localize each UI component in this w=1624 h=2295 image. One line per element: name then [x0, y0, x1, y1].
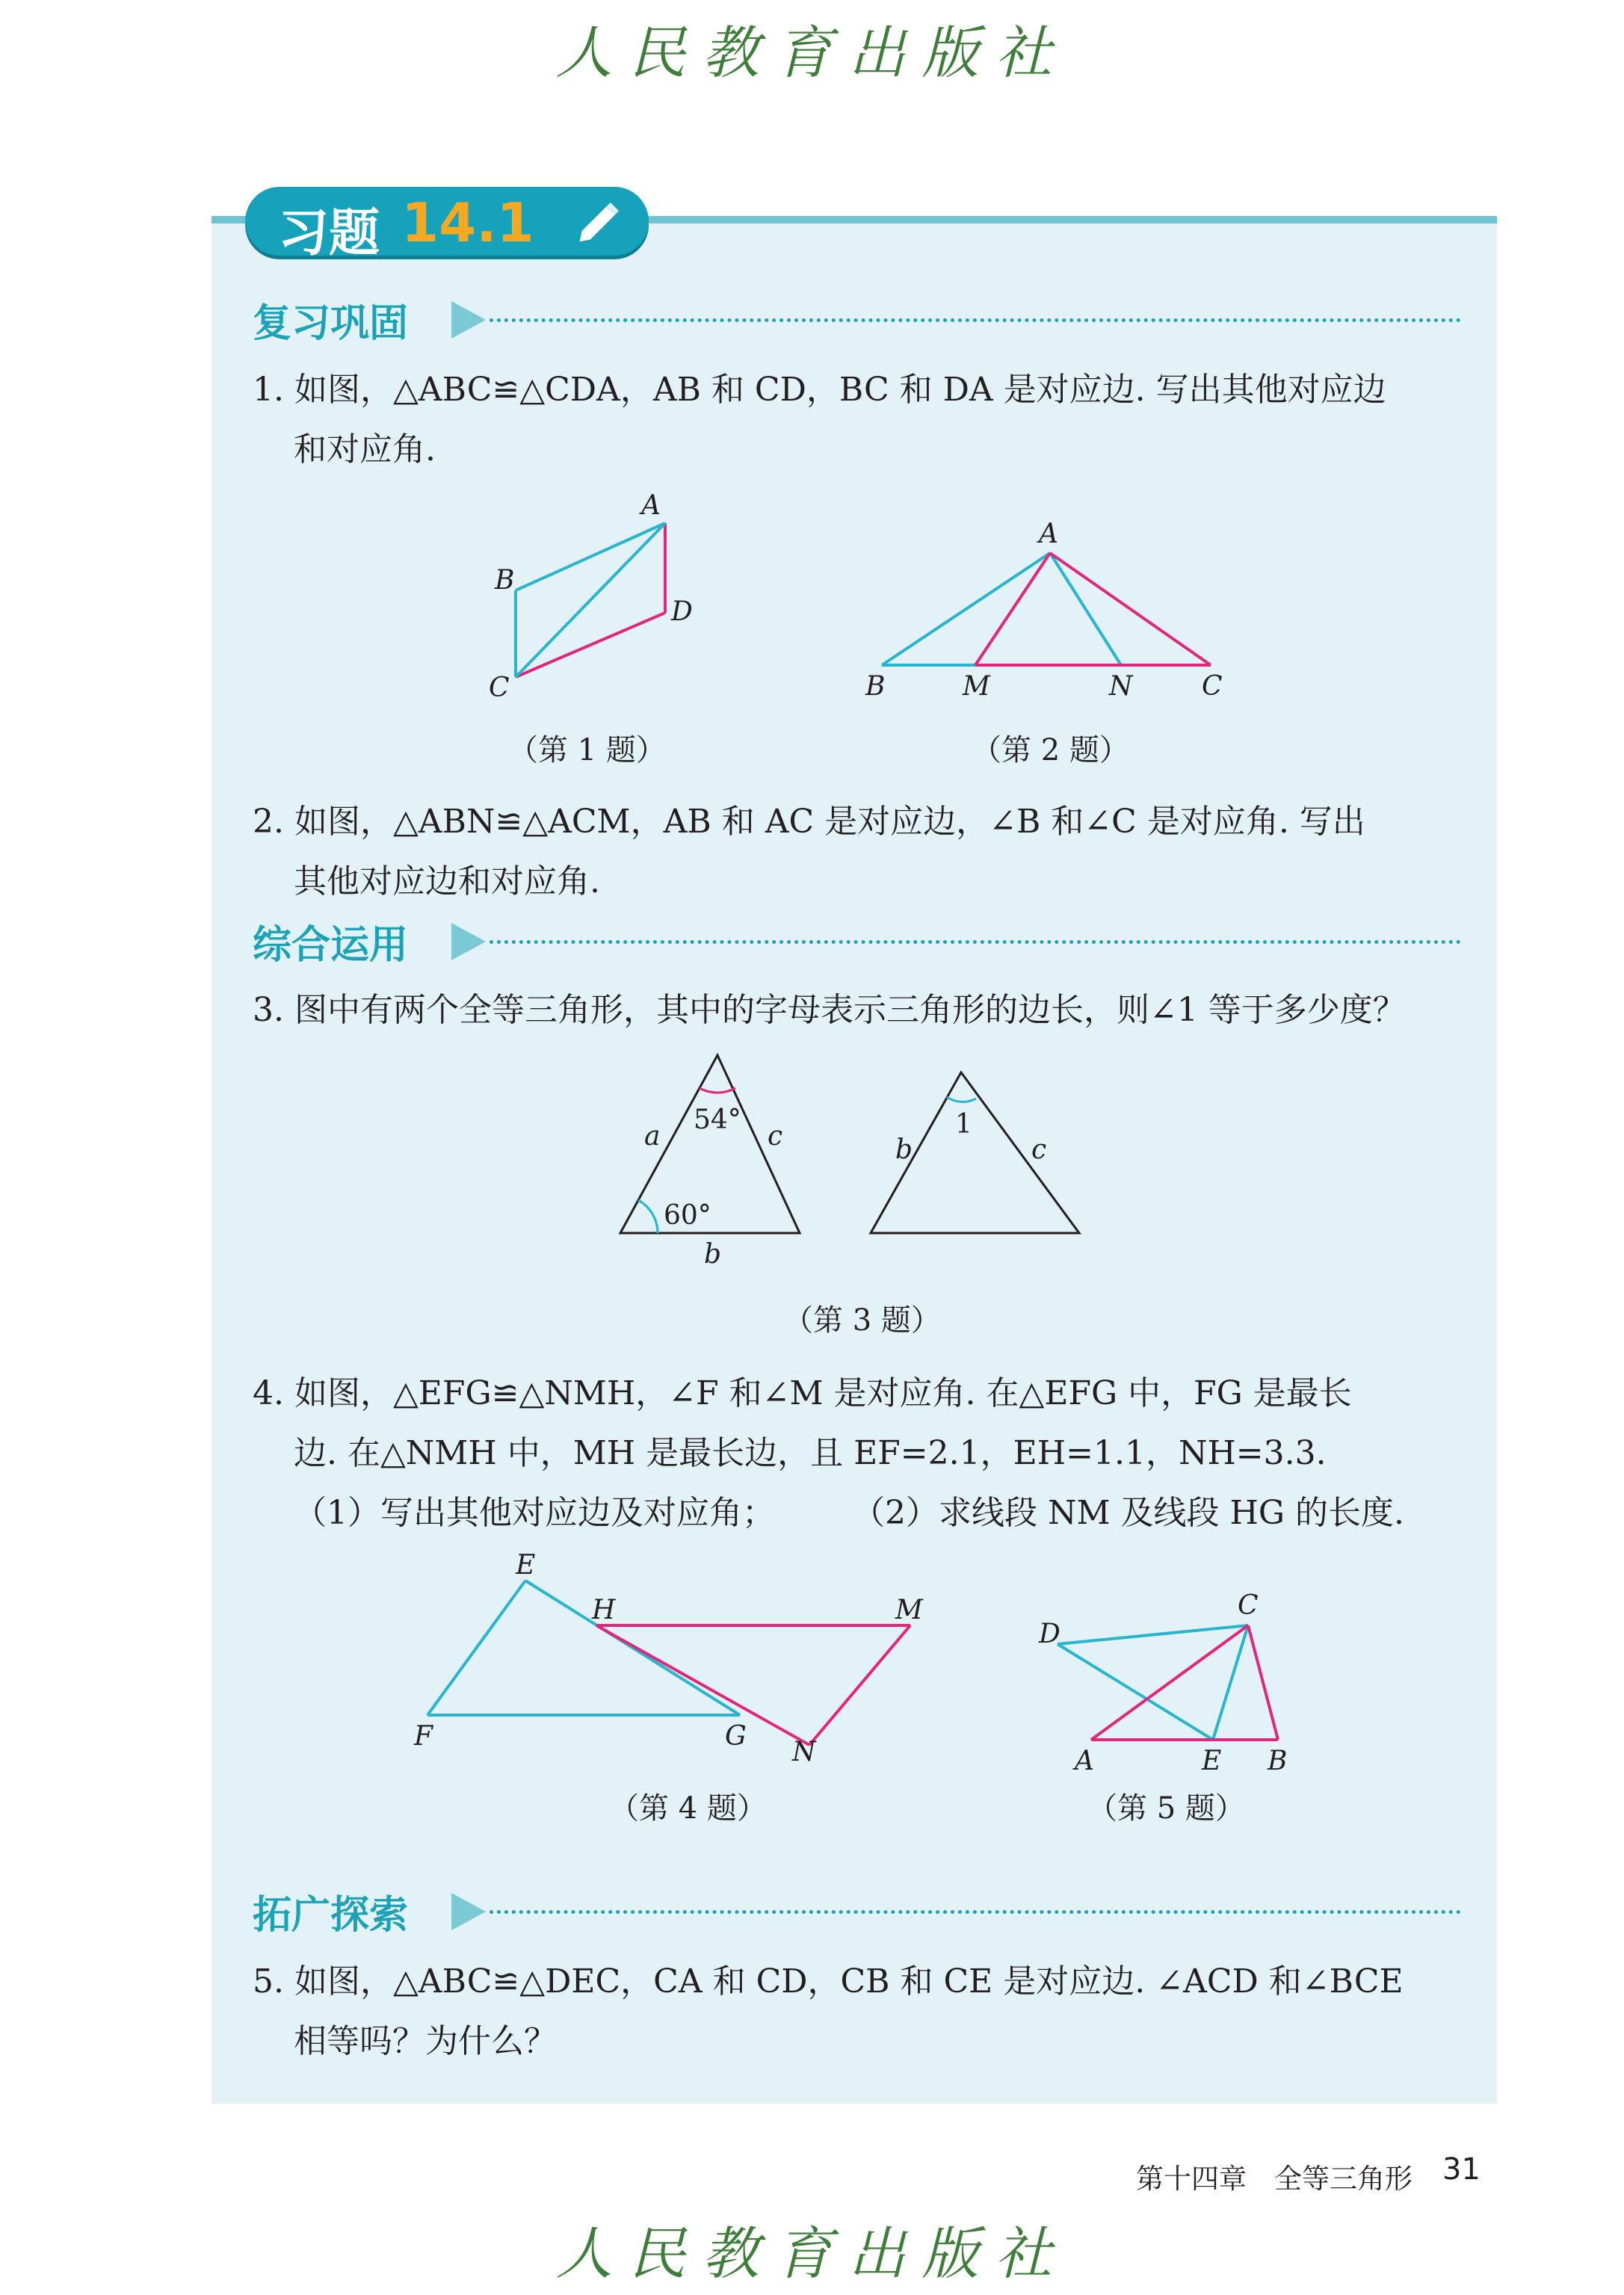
segment-BA	[516, 523, 665, 590]
figure-1	[478, 486, 693, 710]
segment-AB	[882, 553, 1050, 665]
figure-3-caption: （第 3 题）	[783, 1303, 941, 1338]
label-b-right: b	[895, 1134, 913, 1165]
angle-arc-1	[947, 1097, 976, 1102]
chapter-title: 第十四章 全等三角形	[1136, 2163, 1412, 2195]
figure-1-caption: （第 1 题）	[508, 733, 666, 767]
question-4-part-1: （1）写出其他对应边及对应角；	[294, 1494, 775, 1532]
page-number: 31	[1442, 2152, 1481, 2187]
segment-AC	[1050, 553, 1211, 665]
label-angle-1: 1	[955, 1109, 972, 1140]
section-arrow-icon	[451, 301, 486, 339]
question-4-part-2: （2）求线段 NM 及线段 HG 的长度.	[852, 1494, 1404, 1532]
question-3-line-1: 3. 图中有两个全等三角形，其中的字母表示三角形的边长，则∠1 等于多少度？	[253, 991, 1406, 1029]
segment-AC	[1091, 1625, 1248, 1740]
section-title-review: 复习巩固	[253, 301, 409, 346]
label-M: M	[895, 1595, 923, 1625]
figure-4-caption: （第 4 题）	[609, 1791, 767, 1826]
label-A: A	[1075, 1746, 1094, 1776]
segment-EG	[525, 1581, 740, 1715]
segment-MN	[809, 1625, 910, 1745]
figure-4	[404, 1547, 957, 1767]
segment-CE	[1213, 1625, 1248, 1740]
label-B: B	[1268, 1746, 1288, 1776]
label-C: C	[1202, 671, 1223, 702]
label-C: C	[1238, 1590, 1259, 1621]
publisher-logo-bottom: 人民教育出版社	[555, 2220, 1069, 2287]
label-A: A	[1039, 519, 1058, 549]
figure-2-caption: （第 2 题）	[972, 733, 1129, 767]
label-D: D	[1039, 1619, 1060, 1649]
label-N: N	[1109, 671, 1133, 702]
label-b: b	[704, 1239, 722, 1270]
section-divider	[490, 940, 1461, 944]
label-E: E	[516, 1550, 536, 1581]
question-1-line-2: 和对应角.	[294, 430, 436, 469]
label-C: C	[489, 673, 510, 703]
segment-AM	[975, 553, 1050, 665]
segment-AN	[1050, 553, 1121, 665]
section-divider	[490, 1910, 1461, 1914]
label-B: B	[495, 565, 515, 596]
segment-CB	[1248, 1625, 1278, 1740]
angle-arc-top	[700, 1088, 735, 1093]
label-angle-60: 60°	[664, 1200, 711, 1231]
label-c-right: c	[1031, 1134, 1047, 1165]
label-F: F	[414, 1721, 433, 1752]
label-E: E	[1202, 1746, 1222, 1776]
label-A: A	[641, 490, 661, 521]
pencil-icon	[571, 191, 631, 250]
segment-EF	[427, 1581, 525, 1715]
section-arrow-icon	[451, 923, 486, 960]
question-5-line-2: 相等吗？为什么？	[294, 2022, 557, 2060]
segment-DC	[1058, 1625, 1248, 1644]
figure-5-caption: （第 5 题）	[1087, 1791, 1245, 1826]
question-2-line-2: 其他对应边和对应角.	[294, 862, 600, 901]
label-D: D	[671, 596, 693, 627]
exercise-title: 习题	[278, 204, 380, 263]
label-G: G	[725, 1721, 747, 1752]
section-arrow-icon	[451, 1893, 486, 1930]
label-H: H	[592, 1595, 616, 1625]
label-c: c	[768, 1121, 783, 1152]
segment-HN	[596, 1625, 809, 1745]
question-4-line-2: 边. 在△NMH 中，MH 是最长边，且 EF=2.1，EH=1.1，NH=3.3.	[294, 1434, 1327, 1472]
question-1-line-1: 1. 如图，△ABC≌△CDA，AB 和 CD，BC 和 DA 是对应边. 写出其他对应边	[253, 371, 1386, 409]
segment-DC	[516, 613, 665, 677]
publisher-logo-top: 人民教育出版社	[555, 19, 1069, 86]
section-title-explore: 拓广探索	[253, 1893, 409, 1938]
section-divider	[490, 318, 1461, 322]
figure-3	[598, 1046, 1121, 1270]
question-2-line-1: 2. 如图，△ABN≌△ACM，AB 和 AC 是对应边，∠B 和∠C 是对应角. 写出	[253, 803, 1365, 841]
angle-arc-left	[638, 1200, 658, 1233]
figure-2	[859, 516, 1248, 702]
segment-DE	[1058, 1644, 1213, 1740]
label-M: M	[963, 671, 990, 702]
question-4-line-1: 4. 如图，△EFG≌△NMH，∠F 和∠M 是对应角. 在△EFG 中，FG 是最长	[253, 1374, 1352, 1412]
section-title-apply: 综合运用	[253, 923, 409, 968]
label-angle-54: 54°	[694, 1105, 741, 1135]
exercise-number: 14.1	[401, 191, 534, 254]
label-a: a	[644, 1121, 661, 1152]
segment-AC	[516, 523, 665, 677]
label-B: B	[865, 671, 886, 702]
figure-5	[1024, 1577, 1300, 1776]
label-N: N	[792, 1737, 816, 1767]
question-5-line-1: 5. 如图，△ABC≌△DEC，CA 和 CD，CB 和 CE 是对应边. ∠ACD 和∠BCE	[253, 1962, 1404, 2001]
